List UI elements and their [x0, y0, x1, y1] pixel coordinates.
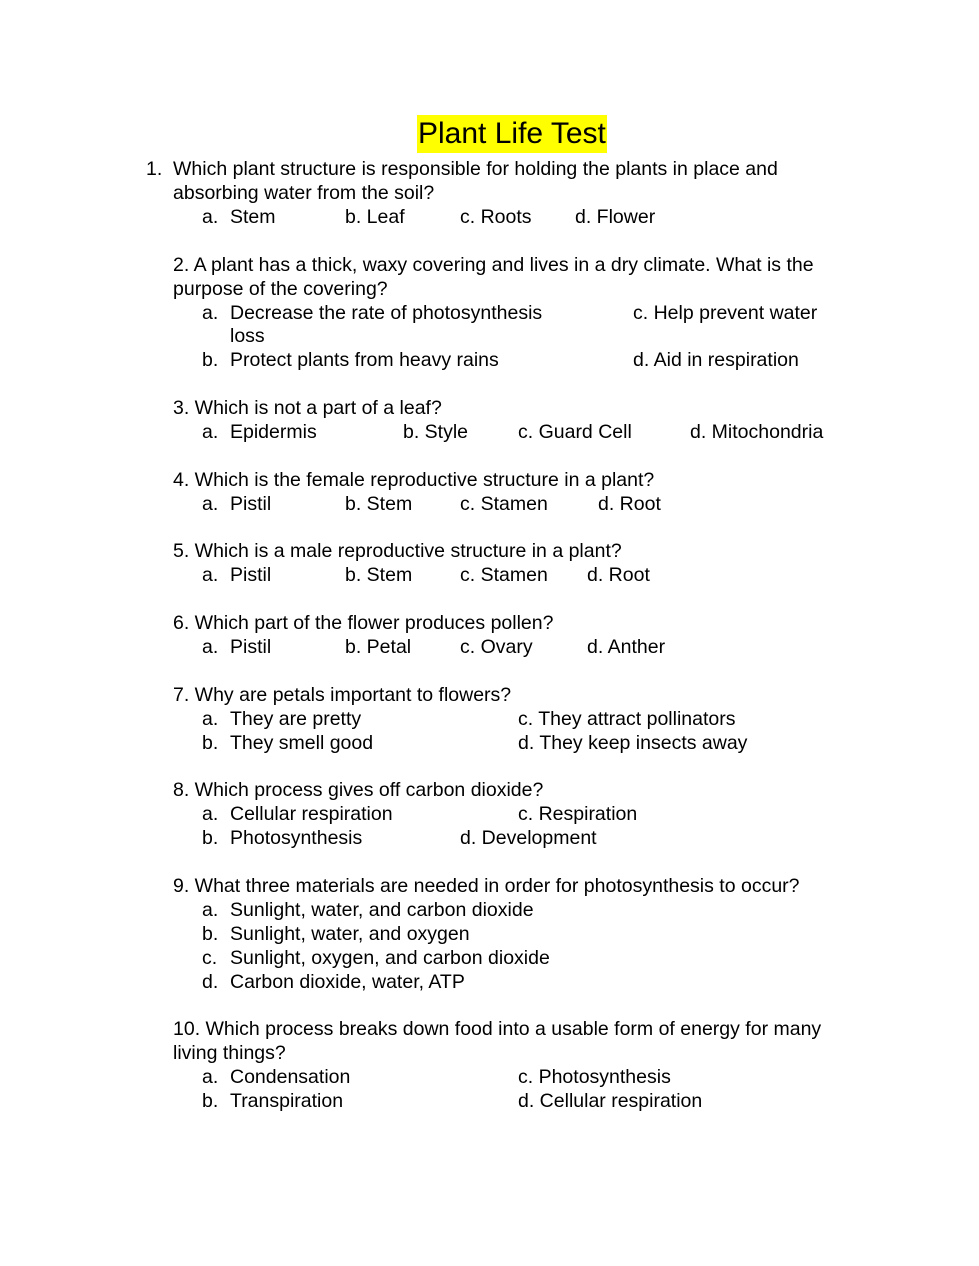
option-d: d. Mitochondria	[690, 421, 824, 443]
question-text: Which plant structure is responsible for holding the plants in place and	[173, 158, 778, 180]
option-b: Photosynthesis	[230, 827, 363, 849]
question-text: living things?	[173, 1042, 286, 1064]
option-b: b. Style	[403, 421, 469, 443]
option-b: They smell good	[230, 732, 374, 754]
option-letter: a.	[202, 564, 219, 586]
option-a: Epidermis	[230, 421, 317, 443]
option-b: Protect plants from heavy rains	[230, 349, 499, 371]
option-letter: b.	[202, 349, 219, 371]
option-b: b. Leaf	[345, 206, 405, 228]
option-letter: a.	[202, 1066, 219, 1088]
option-d: Carbon dioxide, water, ATP	[230, 971, 465, 993]
option-d: d. Flower	[575, 206, 656, 228]
option-c: c. They attract pollinators	[518, 708, 736, 730]
option-c: Sunlight, oxygen, and carbon dioxide	[230, 947, 550, 969]
option-d: d. Root	[587, 564, 650, 586]
question-text: 8. Which process gives off carbon dioxide?	[173, 779, 544, 801]
option-letter: a.	[202, 803, 219, 825]
question-text: 3. Which is not a part of a leaf?	[173, 397, 442, 419]
option-b: b. Stem	[345, 493, 413, 515]
option-b: b. Stem	[345, 564, 413, 586]
question-text: 10. Which process breaks down food into a usable form of energy for many	[173, 1018, 822, 1040]
question-text: 7. Why are petals important to flowers?	[173, 684, 512, 706]
option-a: Stem	[230, 206, 276, 228]
option-letter: a.	[202, 302, 219, 324]
option-d: d. They keep insects away	[518, 732, 748, 754]
option-letter: b.	[202, 1090, 219, 1112]
question-text: 9. What three materials are needed in order for photosynthesis to occur?	[173, 875, 800, 897]
option-a: Sunlight, water, and carbon dioxide	[230, 899, 534, 921]
option-c: c. Photosynthesis	[518, 1066, 671, 1088]
page-title: Plant Life Test	[417, 115, 607, 153]
option-a: Cellular respiration	[230, 803, 393, 825]
option-d: d. Development	[460, 827, 597, 849]
question-text: 4. Which is the female reproductive structure in a plant?	[173, 469, 655, 491]
option-letter: a.	[202, 636, 219, 658]
option-letter: a.	[202, 421, 219, 443]
option-d: d. Root	[598, 493, 661, 515]
option-d: d. Aid in respiration	[633, 349, 799, 371]
option-a: Pistil	[230, 636, 272, 658]
option-c: c. Respiration	[518, 803, 638, 825]
option-b: Sunlight, water, and oxygen	[230, 923, 470, 945]
option-a: Pistil	[230, 493, 272, 515]
question-text: 6. Which part of the flower produces pollen?	[173, 612, 554, 634]
option-b: Transpiration	[230, 1090, 344, 1112]
option-b: b. Petal	[345, 636, 412, 658]
option-letter: b.	[202, 827, 219, 849]
option-letter: d.	[202, 971, 219, 993]
option-letter: a.	[202, 206, 219, 228]
option-c: c. Stamen	[460, 564, 548, 586]
option-letter: c.	[202, 947, 218, 969]
option-letter: a.	[202, 708, 219, 730]
option-c: c. Ovary	[460, 636, 533, 658]
question-text: absorbing water from the soil?	[173, 182, 435, 204]
question-text: 5. Which is a male reproductive structure in a plant?	[173, 540, 622, 562]
option-letter: b.	[202, 923, 219, 945]
question-number: 1.	[146, 158, 163, 180]
question-text: purpose of the covering?	[173, 278, 388, 300]
option-a: Condensation	[230, 1066, 351, 1088]
option-a: Decrease the rate of photosynthesis	[230, 302, 543, 324]
option-c-continued: loss	[230, 325, 265, 347]
option-c: c. Guard Cell	[518, 421, 632, 443]
option-a: Pistil	[230, 564, 272, 586]
question-text: 2. A plant has a thick, waxy covering and lives in a dry climate. What is the	[173, 254, 814, 276]
option-d: d. Anther	[587, 636, 666, 658]
option-letter: a.	[202, 899, 219, 921]
option-d: d. Cellular respiration	[518, 1090, 703, 1112]
option-c: c. Stamen	[460, 493, 548, 515]
option-c: c. Help prevent water	[633, 302, 818, 324]
option-c: c. Roots	[460, 206, 532, 228]
option-letter: a.	[202, 493, 219, 515]
option-letter: b.	[202, 732, 219, 754]
option-a: They are pretty	[230, 708, 362, 730]
